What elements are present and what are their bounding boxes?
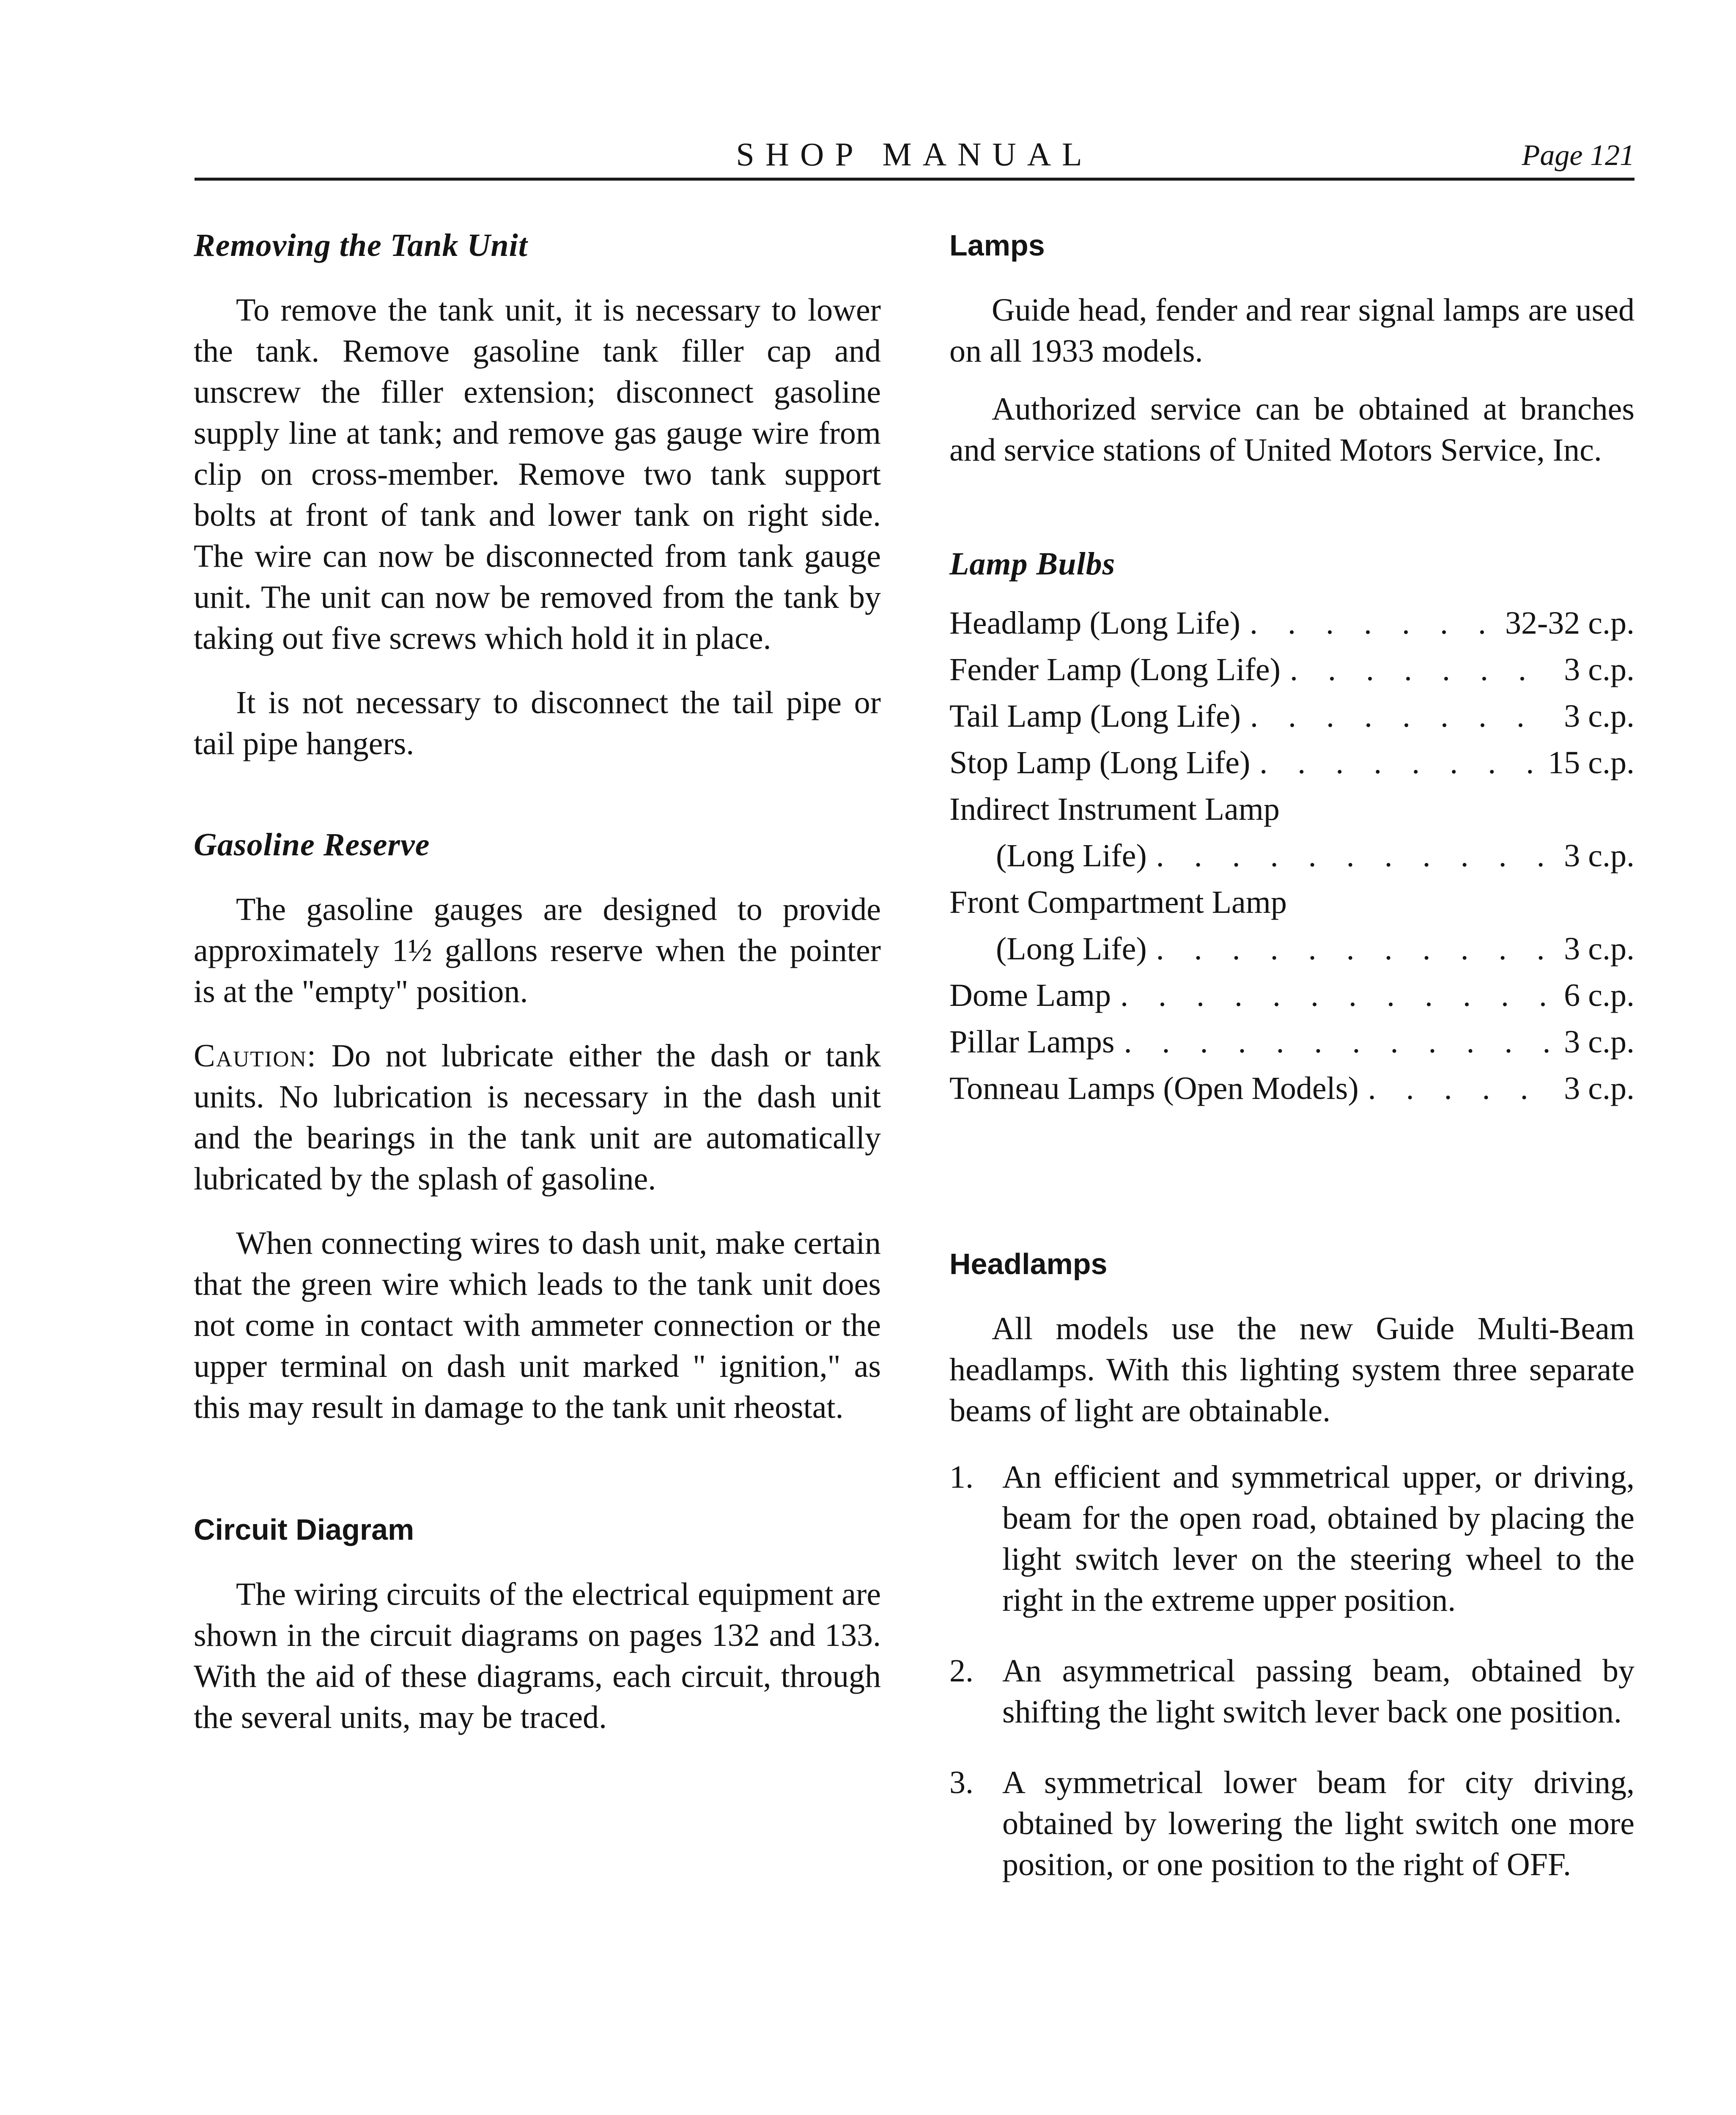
headlamps-heading: Headlamps bbox=[949, 1247, 1108, 1280]
left-column bbox=[194, 224, 881, 1738]
bulb-row: Tail Lamp (Long Life) . . . 3 c.p. bbox=[949, 693, 1635, 739]
running-title: SHOP MANUAL bbox=[736, 136, 1093, 173]
bulb-row: Headlamp (Long Life) . . . 32-32 c.p. bbox=[949, 600, 1635, 646]
lamp-bulbs-heading: Lamp Bulbs bbox=[949, 546, 1116, 582]
caution-label: Caution: bbox=[194, 1038, 317, 1074]
bulb-row: Fender Lamp (Long Life) . . . 3 c.p. bbox=[949, 646, 1635, 693]
gasoline-reserve-heading: Gasoline Reserve bbox=[194, 827, 430, 862]
beam-step: 3. A symmetrical lower beam for city driving, obtained by lowering the light switch one more position, or one position to the right of OFF. bbox=[949, 1765, 1635, 1882]
bulb-row: Pillar Lamps . . . 3 c.p. bbox=[949, 1019, 1635, 1065]
circuit-diagram-paragraph: The wiring circuits of the electrical equipment are shown in the circuit diagrams on pages 132 and 133. With the aid of these diagrams, each circuit, through the several units, may be traced. bbox=[194, 1577, 881, 1735]
caution-text: Do not lubricate either the dash or tank units. No lubrication is necessary in the dash unit and the bearings in the tank unit are automatically lubricated by the splash of gasoline. bbox=[194, 1038, 881, 1197]
caution-paragraph bbox=[194, 1036, 881, 1200]
beam-steps-list bbox=[949, 1457, 1635, 1885]
tank-unit-heading: Removing the Tank Unit bbox=[194, 228, 528, 263]
bulb-row: Stop Lamp (Long Life) . . . 15 c.p. bbox=[949, 739, 1635, 786]
beam-step: 1. An efficient and symmetrical upper, or driving, beam for the open road, obtained by placing the light switch lever on the steering wheel to the right in the extreme upper position. bbox=[949, 1459, 1635, 1618]
page-header bbox=[195, 135, 1635, 181]
lamps-heading: Lamps bbox=[949, 229, 1045, 262]
bulb-row-name: Front Compartment Lamp bbox=[949, 884, 1287, 920]
bulb-row: Tonneau Lamps (Open Models) . . . 3 c.p. bbox=[949, 1065, 1635, 1112]
right-column bbox=[949, 224, 1635, 1885]
bulb-row: Dome Lamp . . . 6 c.p. bbox=[949, 972, 1635, 1019]
gasoline-reserve-paragraph: The gasoline gauges are designed to provide approximately 1½ gallons reserve when the pointer is at the "empty" position. bbox=[194, 892, 881, 1009]
headlamps-paragraph: All models use the new Guide Multi-Beam headlamps. With this lighting system three separate beams of light are obtainable. bbox=[949, 1311, 1635, 1428]
lamp-bulbs-list bbox=[949, 600, 1635, 1112]
bulb-row: (Long Life) . . . 3 c.p. bbox=[949, 832, 1635, 879]
circuit-diagram-heading: Circuit Diagram bbox=[194, 1513, 414, 1546]
lamps-paragraph-1: Guide head, fender and rear signal lamps are used on all 1933 models. bbox=[949, 292, 1635, 369]
page-number: Page 121 bbox=[1522, 139, 1635, 172]
wiring-warning-paragraph: When connecting wires to dash unit, make certain that the green wire which leads to the tank unit does not come in contact with ammeter connection or the upper terminal on dash unit marked " ignition," as this may result in damage to the tank unit rheostat. bbox=[194, 1225, 881, 1425]
bulb-row: (Long Life) . . . 3 c.p. bbox=[949, 926, 1635, 972]
bulb-row-name: Indirect Instrument Lamp bbox=[949, 791, 1280, 827]
tank-unit-paragraph-2: It is not necessary to disconnect the tail pipe or tail pipe hangers. bbox=[194, 685, 881, 761]
beam-step: 2. An asymmetrical passing beam, obtained by shifting the light switch lever back one position. bbox=[949, 1653, 1635, 1730]
lamps-paragraph-2: Authorized service can be obtained at branches and service stations of United Motors Service, Inc. bbox=[949, 391, 1635, 468]
tank-unit-paragraph-1: To remove the tank unit, it is necessary to lower the tank. Remove gasoline tank filler cap and unscrew the filler extension; disconnect gasoline supply line at tank; and remove gas gauge wire from clip on cross-member. Remove two tank support bolts at front of tank and lower tank on right side. The wire can now be disconnected from tank gauge unit. The unit can now be removed from the tank by taking out five screws which hold it in place. bbox=[194, 292, 881, 656]
